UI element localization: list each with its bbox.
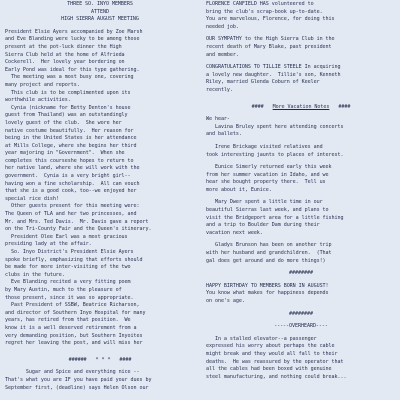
text-line: President Elsie Ayers accompanied by Zoe Marsh [5, 28, 143, 35]
vacation-item [206, 164, 396, 199]
text-line: gal does get around and do more things!) [206, 257, 326, 264]
text-line: guest from Thailand) was an outstandingly [5, 112, 128, 119]
text-line: on the Tri-County Fair and the Queen's itinerary. [5, 226, 152, 233]
text-line: by Mary Austin, much to the pleasure of [5, 286, 122, 293]
text-line: expressed his worry about perhaps the cable [206, 343, 335, 350]
text-line: OUR SYMPATHY to the High Sierra Club in the [206, 36, 335, 43]
scrapbook-note [206, 1, 396, 31]
text-line: needed job. [206, 23, 239, 30]
text-line: Irene Brickage visited relatives and [206, 143, 323, 150]
text-line: Cockerell. Her lovely year bordering on [5, 59, 125, 66]
text-line: presiding lady at the affair. [5, 241, 92, 248]
text-line: very demanding position, but Southern Inyoites [5, 332, 143, 339]
text-line: FLORENCE CANFIELD HAS volunteered to [206, 1, 314, 7]
right-column [206, 1, 396, 381]
section-divider: ######## [289, 270, 313, 277]
text-line: worthwhile activities. [5, 97, 71, 104]
text-line: That's what you are IF you have paid your dues by [5, 376, 152, 383]
text-line: special rice dish! [5, 195, 59, 202]
text-line: know it is a well deserved retirement from a [5, 324, 137, 331]
text-line: spoke briefly, emphasizing that efforts should [5, 256, 143, 263]
dues-article [5, 369, 195, 392]
text-line: that she is a good cook, too--we enjoyed her [5, 188, 137, 195]
text-line: from her summer vacation in Idaho, and we [206, 171, 329, 178]
headline-line: ATTEND [91, 8, 109, 15]
text-line: with her husband and grandchildren. (That [206, 250, 332, 257]
text-line: In a stalled elevator--a passenger [206, 335, 317, 342]
text-line: President Olee Earl was a most gracious [5, 233, 128, 240]
text-line: native costume beautifully. Her reason for [5, 127, 134, 134]
text-line: vacation next week. [206, 229, 263, 236]
vacation-item [206, 124, 396, 144]
text-line: and director of Southern Inyo Hospital for many [5, 309, 146, 316]
text-line: hear she bought property there. Tell us [206, 179, 326, 186]
text-line: being in the United States is her attendance [5, 135, 137, 142]
headline-line: THREE SO. INYO MEMBERS [67, 1, 133, 7]
text-line: might break and they would all fall to their [206, 350, 338, 357]
text-line: Lavina Bruley spent here attending concerts [206, 123, 344, 130]
text-line: on one's age. [206, 298, 245, 304]
congratulations-note [206, 64, 396, 94]
overheard-heading: -----OVERHEARD---- [274, 323, 328, 330]
text-line: HAPPY BIRTHDAY TO MEMBERS BORN IN AUGUST! [206, 282, 329, 289]
text-line: beautiful Sierras last week, and plans to [206, 207, 329, 214]
headline-line: HIGH SIERRA AUGUST MEETING [61, 16, 139, 23]
text-line: Cynia (nickname for Betty Denton's house [5, 104, 131, 111]
text-line: regret her leaving the post, and will miss her [5, 340, 143, 347]
we-hear-label: We hear- [206, 116, 230, 123]
text-line: Sugar and Spice and everything nice -- [5, 369, 140, 376]
elevator-anecdote [206, 336, 396, 382]
text-line: a lovely new daughter. Tillie's son, Kenneth [206, 71, 341, 78]
meeting-article [5, 29, 195, 348]
text-line: The Queen of TLA and her two princesses, and [5, 211, 137, 218]
vacation-item [206, 199, 396, 242]
text-line: Eunice Simerly returned early this week [206, 164, 332, 171]
text-line: Riley, married Glenda Coburn of Keeler [206, 79, 320, 86]
section-divider: ######## [289, 310, 313, 317]
text-line: recently. [206, 86, 233, 93]
text-line: steel manufacturing, and nothing could break... [206, 373, 347, 380]
text-line: and ballets. [206, 131, 242, 138]
text-line: many project and reports. [5, 81, 80, 88]
text-line: Mr. and Mrs. Ted Davis. Mr. Davis gave a report [5, 218, 149, 225]
text-line: years, has retired from that position. We [5, 317, 131, 324]
vacation-heading: #### More Vacation Notes #### [251, 103, 351, 110]
left-column [5, 1, 195, 392]
vacation-items [206, 124, 396, 271]
text-line: Mary Dwer spent a little time in our [206, 199, 323, 206]
text-line: CONGRATULATIONS TO TILLIE STEELE In acquiring [206, 64, 341, 71]
text-line: clubs in the future. [5, 271, 65, 278]
text-line: Early Pond was ideal for this type gathering. [5, 66, 140, 73]
text-line: visit the Bridgeport area for a little fishing [206, 214, 344, 221]
text-line: Past President of SSBW, Beatrice Richarson, [5, 302, 140, 309]
text-line: having won a fine scholarship. All can vouch [5, 180, 140, 187]
text-line: September first, (deadline) says Helen Olson our [5, 384, 149, 391]
text-line: and member. [206, 51, 239, 58]
text-line: and a trip to Boulder Dam during their [206, 222, 320, 229]
text-line: year majoring in "Government". When she [5, 150, 125, 157]
text-line: more about it, Eunice. [206, 186, 272, 193]
birthday-note [206, 283, 396, 306]
text-line: those present, since it was so appropriate. [5, 294, 134, 301]
text-line: all the cables had been boxed with genuine [206, 366, 332, 373]
text-line: So. Inyo District's President Elsie Ayers [5, 249, 134, 255]
text-line: You are marvelous, Florence, for doing this [206, 16, 335, 23]
text-line: The meeting was a most busy one, covering [5, 74, 134, 81]
text-line: and Eve Blanding were lucky to be among those [5, 36, 140, 43]
text-line: completes this courseshe hopes to return to [5, 157, 134, 164]
text-line: Gladys Brunson has been on another trip [206, 242, 332, 249]
text-line: present at the pot-luck dinner the High [5, 43, 122, 50]
text-line: Sierra Club held at the home of Alfrieda [5, 51, 125, 58]
text-line: This club is to be complimented upon its [5, 89, 131, 96]
text-line: You know what makes for happiness depends [206, 290, 329, 297]
text-line: deaths. He was reassured by the operator that [206, 358, 344, 365]
text-line: Other guests present for this meeting were: [5, 203, 140, 210]
text-line: at Mills College, where she begins her third [5, 142, 137, 149]
text-line: be made for more inter-visiting of the two [5, 264, 131, 271]
text-line: bring the club's scrap-book up-to-date. [206, 8, 323, 15]
text-line: her native land, where she will work with the [5, 165, 140, 172]
vacation-item [206, 242, 396, 270]
vacation-item [206, 144, 396, 164]
text-line: Eve Blanding recited a very fitting poem [5, 279, 131, 286]
text-line: recent death of Mary Blake, past president [206, 43, 332, 50]
text-line: took interesting jaunts to places of interest. [206, 151, 344, 158]
section-divider: ###### * * * #### [68, 356, 132, 363]
text-line: lovely guest of the club. She wore her [5, 119, 122, 126]
sympathy-note [206, 36, 396, 59]
text-line: government. Cynia is a very bright girl-- [5, 173, 131, 180]
